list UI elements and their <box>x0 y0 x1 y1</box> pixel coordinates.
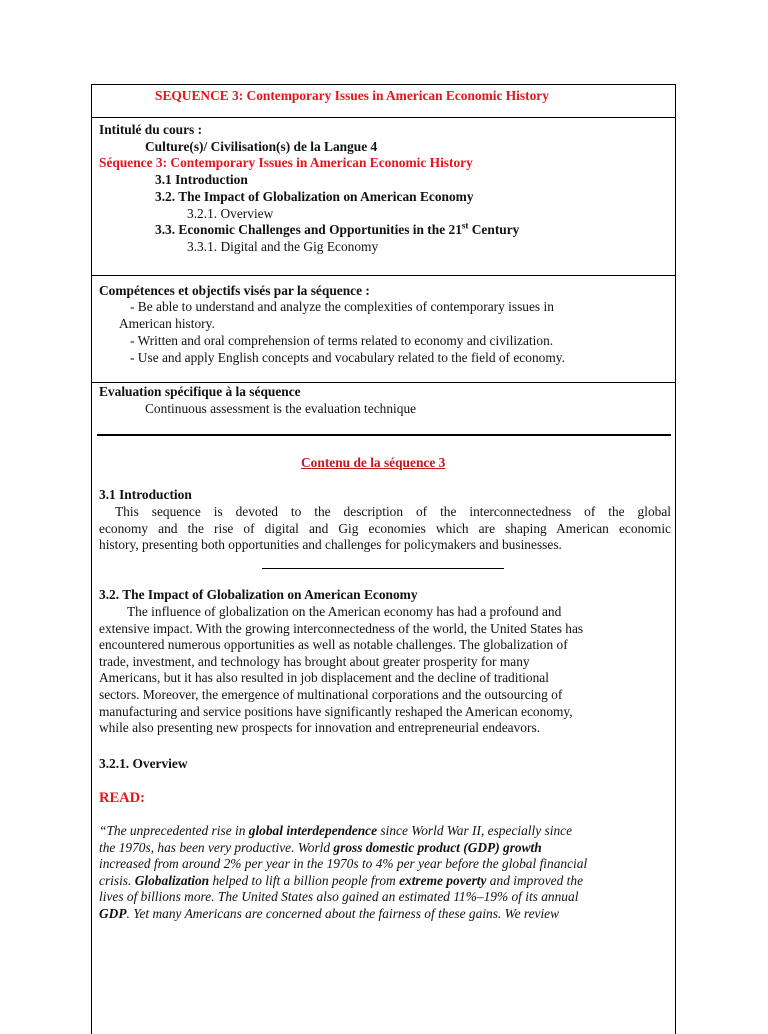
evaluation-label: Evaluation spécifique à la séquence <box>99 384 301 399</box>
competence-item: - Written and oral comprehension of terms related to economy and civilization. <box>130 333 554 348</box>
quote-block: “The unprecedented rise in global interdependence since World War II, especially since the 1970s, has been very productive. World gross domestic product (GDP) growth increased from around 2% per year in the 1970s to 4% per year before the global financial crisis. Globalization helped to lift a billion people from extreme poverty and improved the lives of billions more. The United States also gained an estimated 11%–19% of its annual GDP. Yet many Americans are concerned about the fairness of these gains. We review <box>99 823 588 921</box>
outline-item-globalization: 3.2. The Impact of Globalization on American Economy <box>155 189 474 204</box>
outline-item-overview: 3.2.1. Overview <box>187 206 274 221</box>
globalization-paragraph: The influence of globalization on the American economy has had a profound and extensive impact. With the growing interconnectedness of the world, the United States has encountered numerous opportunities as well as notable challenges. The globalization of trade, investment, and technology has brought about greater prosperity for many Americans, but it has also resulted in job displacement and the decline of traditional sectors. Moreover, the emergence of multinational corporations and the outsourcing of manufacturing and service positions have significantly reshaped the American economy, while also presenting new prospects for innovation and entrepreneurial endeavors. <box>99 604 584 736</box>
intro-rule <box>262 568 504 569</box>
competences-label: Compétences et objectifs visés par la séquence : <box>99 283 370 298</box>
competence-item: - Be able to understand and analyze the complexities of contemporary issues in <box>130 299 554 314</box>
competence-item: - Use and apply English concepts and vocabulary related to the field of economy. <box>130 350 565 365</box>
intro-paragraph: This sequence is devoted to the description of the interconnectedness of the global economy and the rise of digital and Gig economies which are shaping American economic history, presenting both opportunities and challenges for policymakers and businesses. <box>99 504 671 553</box>
content-title: Contenu de la séquence 3 <box>301 455 446 470</box>
read-label: READ: <box>99 790 145 806</box>
globalization-heading: 3.2. The Impact of Globalization on American Economy <box>99 587 418 602</box>
evaluation-text: Continuous assessment is the evaluation technique <box>145 401 417 416</box>
section-divider <box>97 434 671 436</box>
outline-item-gig: 3.3.1. Digital and the Gig Economy <box>187 239 379 254</box>
course-name: Culture(s)/ Civilisation(s) de la Langue 4 <box>145 139 378 154</box>
sequence-title: SEQUENCE 3: Contemporary Issues in American Economic History <box>155 88 549 103</box>
overview-heading: 3.2.1. Overview <box>99 756 188 771</box>
outline-item-intro: 3.1 Introduction <box>155 172 248 187</box>
intro-heading: 3.1 Introduction <box>99 487 192 502</box>
course-label: Intitulé du cours : <box>99 122 203 137</box>
competence-item: American history. <box>119 316 215 331</box>
outline-item-challenges: 3.3. Economic Challenges and Opportunities in the 21st Century <box>155 220 520 237</box>
course-sequence: Séquence 3: Contemporary Issues in American Economic History <box>99 155 473 170</box>
